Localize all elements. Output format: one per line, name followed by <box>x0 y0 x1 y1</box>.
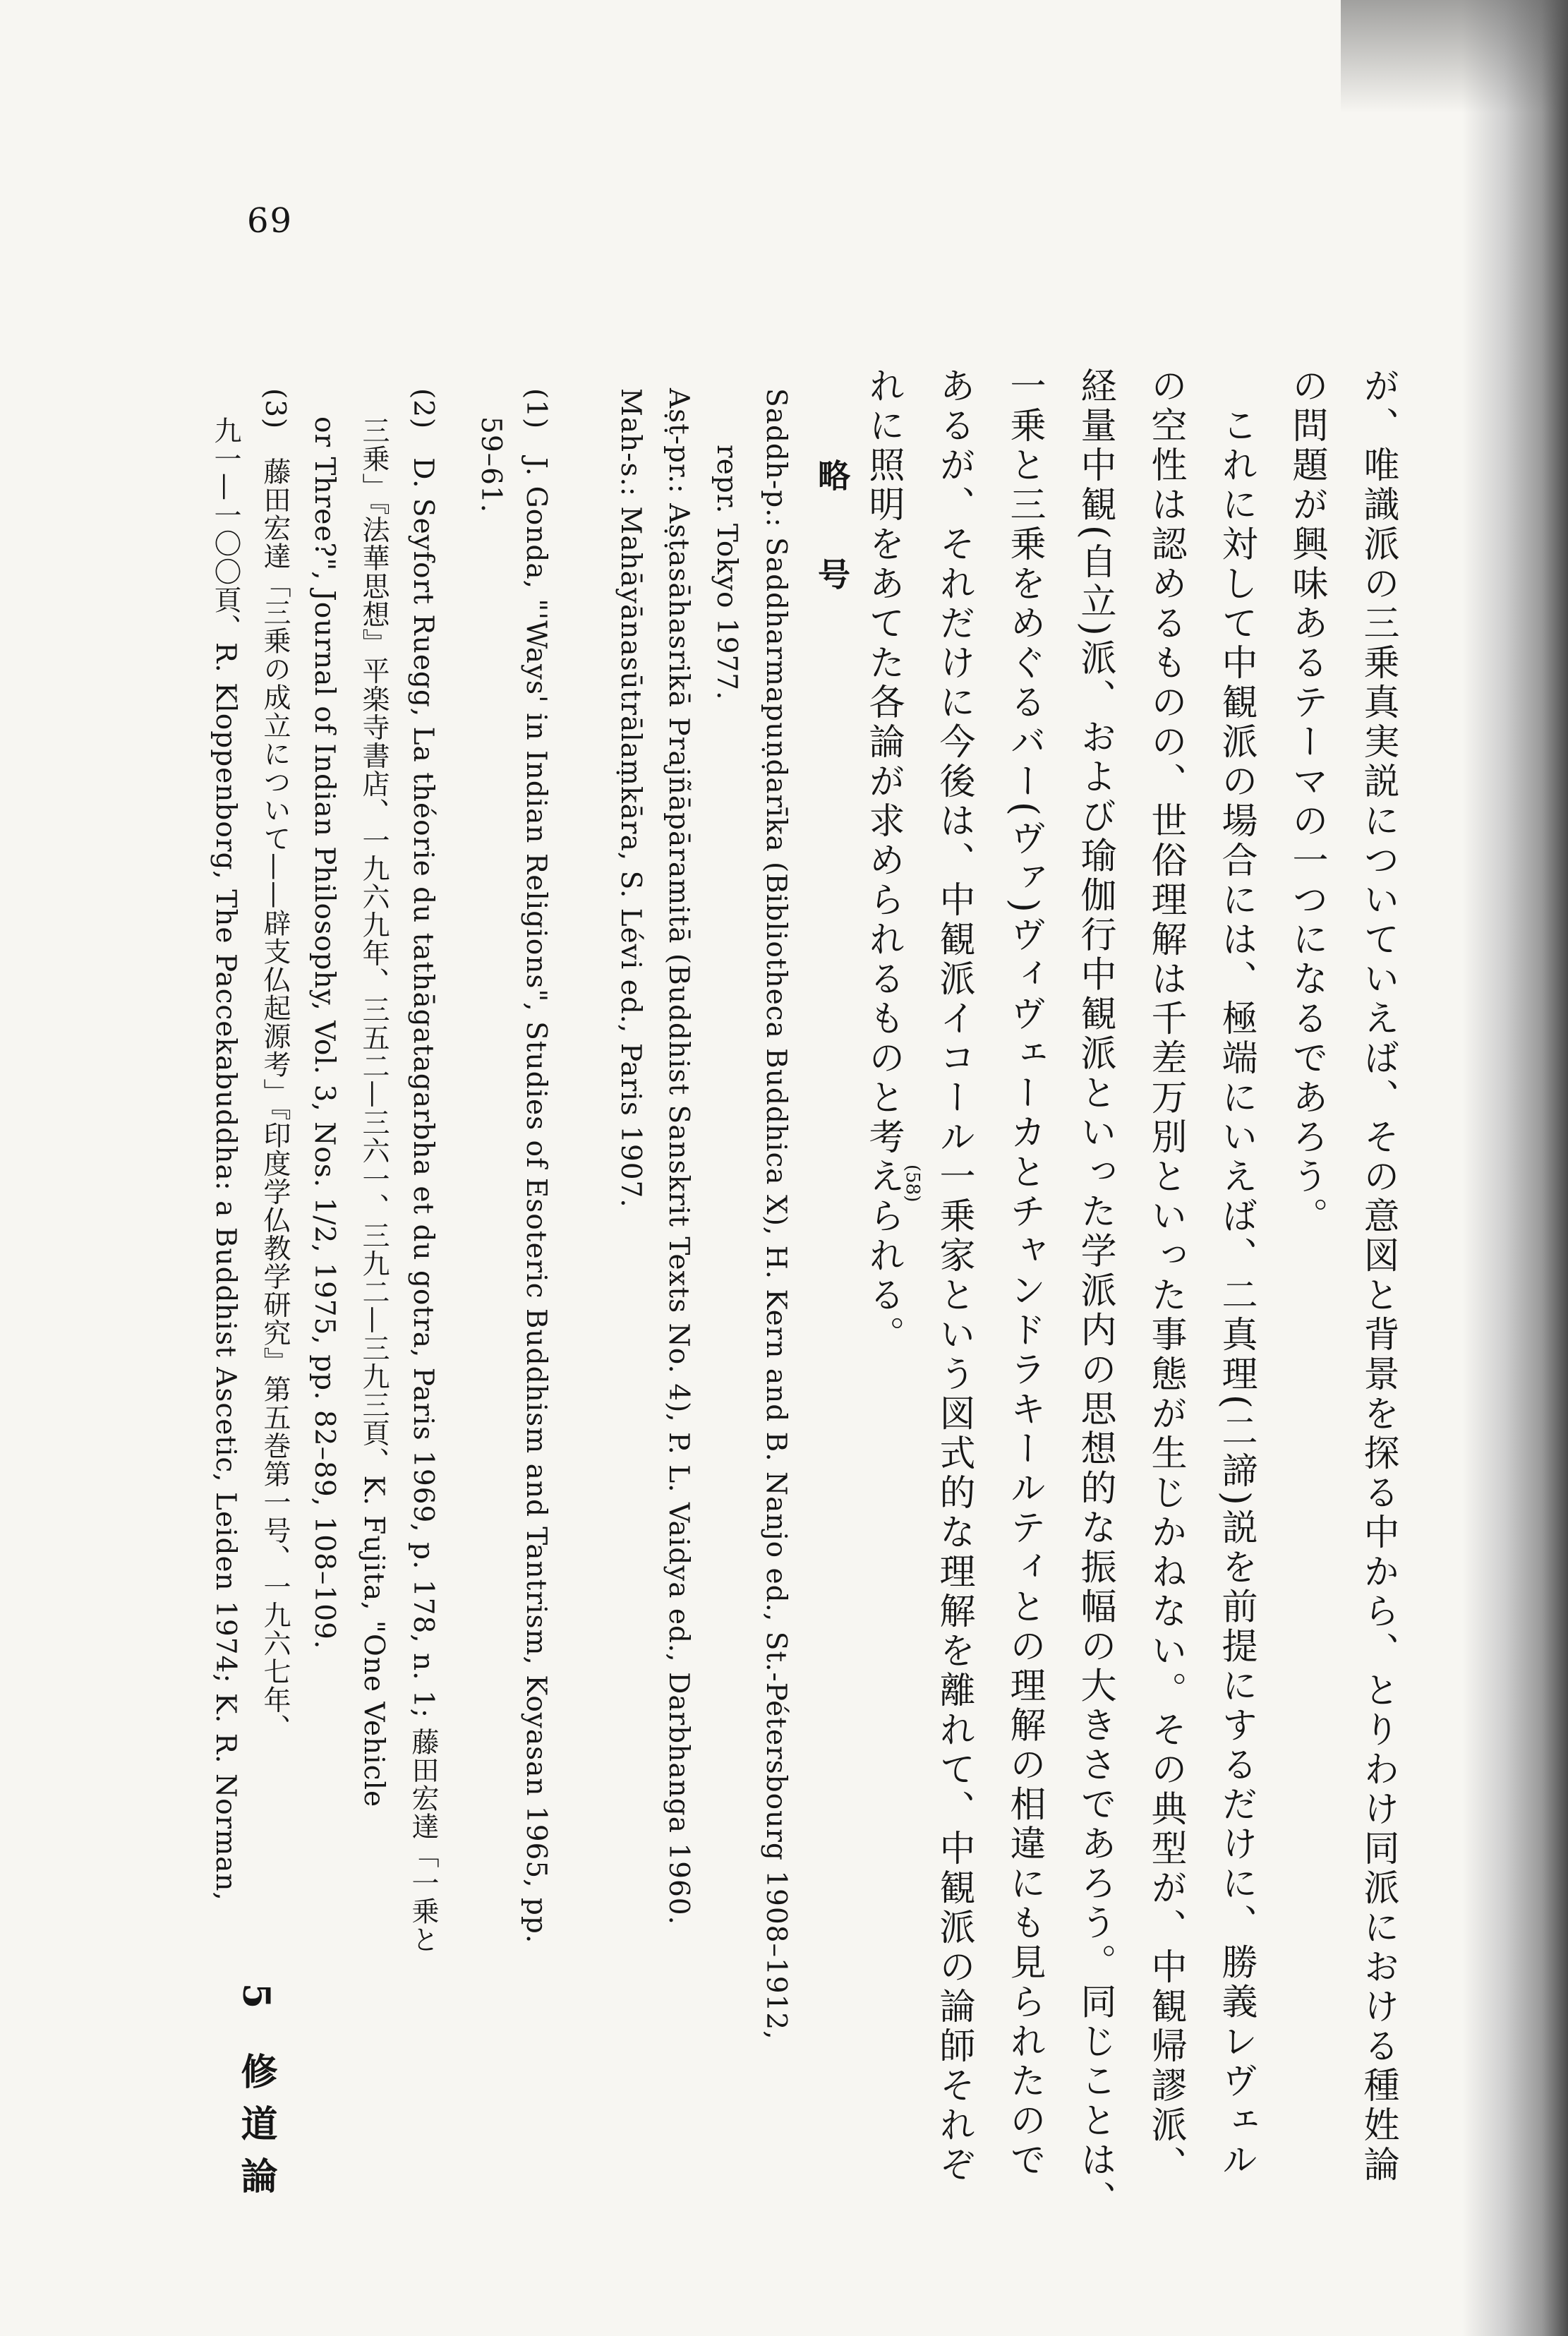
body-line-3: これに対して中観派の場合には、極端にいえば、二真理(二諦)説を前提にするだけに、勝義レヴェル <box>1215 367 1257 2181</box>
abbreviation-entry-1: Saddh-p.: Saddharmapuṇḍarīka (Bibliotheca Buddhica X), H. Kern and B. Nanjo ed., St.-Pétersbourg 1908–1912, <box>760 388 792 2040</box>
body-line-1: が、唯識派の三乗真実説についていえば、その意図と背景を探る中から、とりわけ同派における種姓論 <box>1357 367 1399 2185</box>
abbreviation-entry-3: Aṣṭ-pr.: Aṣṭasāhasrikā Prajñāpāramitā (Buddhist Sanskrit Texts No. 4), P. L. Vaidya ed., Darbhanga 1960. <box>663 388 694 1926</box>
body-line-4: の空性は認めるものの、世俗理解は千差万別といった事態が生じかねない。その典型が、中観帰謬派、 <box>1145 367 1186 2185</box>
chapter-footer <box>229 1983 282 2209</box>
note-1-line-1: (1) J. Gonda, "'Ways' in Indian Religions", Studies of Esoteric Buddhism and Tantrism, Koyasan 1965, pp. <box>520 388 552 1944</box>
note-3-line-1: (3) 藤田宏達「三乗の成立について——辟支仏起源考」『印度学仏教学研究』第五巻第一号、一九六七年、 <box>259 388 291 1742</box>
body-line-5: 経量中観(自立)派、および瑜伽行中観派といった学派内の思想的な振幅の大きさであろう。同じことは、 <box>1074 367 1116 2220</box>
body-line-6: 一乗と三乗をめぐるバー(ヴァ)ヴィヴェーカとチャンドラキールティとの理解の相違にも見られたので <box>1003 367 1045 2181</box>
note-3-line-2: 九一—一〇〇頁、R. Kloppenborg, The Paccekabuddha: a Buddhist Ascetic, Leiden 1974; K. R. Norman, <box>210 388 241 1901</box>
abbreviation-entry-4: Mah-s.: Mahāyānasūtrālaṃkāra, S. Lévi ed., Paris 1907. <box>615 388 646 1208</box>
note-1-line-2: 59–61. <box>475 388 507 514</box>
note-2-line-3: or Three?", Journal of Indian Philosophy, Vol. 3, Nos. 1/2, 1975, pp. 82–89, 108–109. <box>308 388 340 1650</box>
chapter-number: 5 <box>234 1983 277 2025</box>
note-2-line-1: (2) D. Seyfort Ruegg, La théorie du tathāgatagarbha et du gotra, Paris 1969, p. 178, n. 1; 藤田宏達「一乗と <box>407 388 439 1954</box>
note-2-line-2: 三乗」『法華思想』平楽寺書店、一九六九年、三五二—三六一、三九二—三九三頁、K. Fujita, "One Vehicle <box>358 388 390 1808</box>
body-line-7: あるが、それだけに今後は、中観派イコール一乗家という図式的な理解を離れて、中観派の論師それぞ <box>933 367 975 2185</box>
page-edge-shadow-top <box>1341 0 1568 113</box>
abbreviations-heading: 略 号 <box>813 459 851 607</box>
footnote-reference: (58) <box>902 1164 923 1203</box>
abbreviation-entry-2: repr. Tokyo 1977. <box>711 445 742 701</box>
page-number: 69 <box>247 201 294 241</box>
page-edge-shadow <box>1462 0 1568 2336</box>
chapter-title: 修道論 <box>234 2052 277 2210</box>
body-line-2: の問題が興味あるテーマの一つになるであろう。 <box>1286 367 1327 1236</box>
body-line-8: れに照明をあてた各論が求められるものと考えられる。 <box>862 367 904 1355</box>
